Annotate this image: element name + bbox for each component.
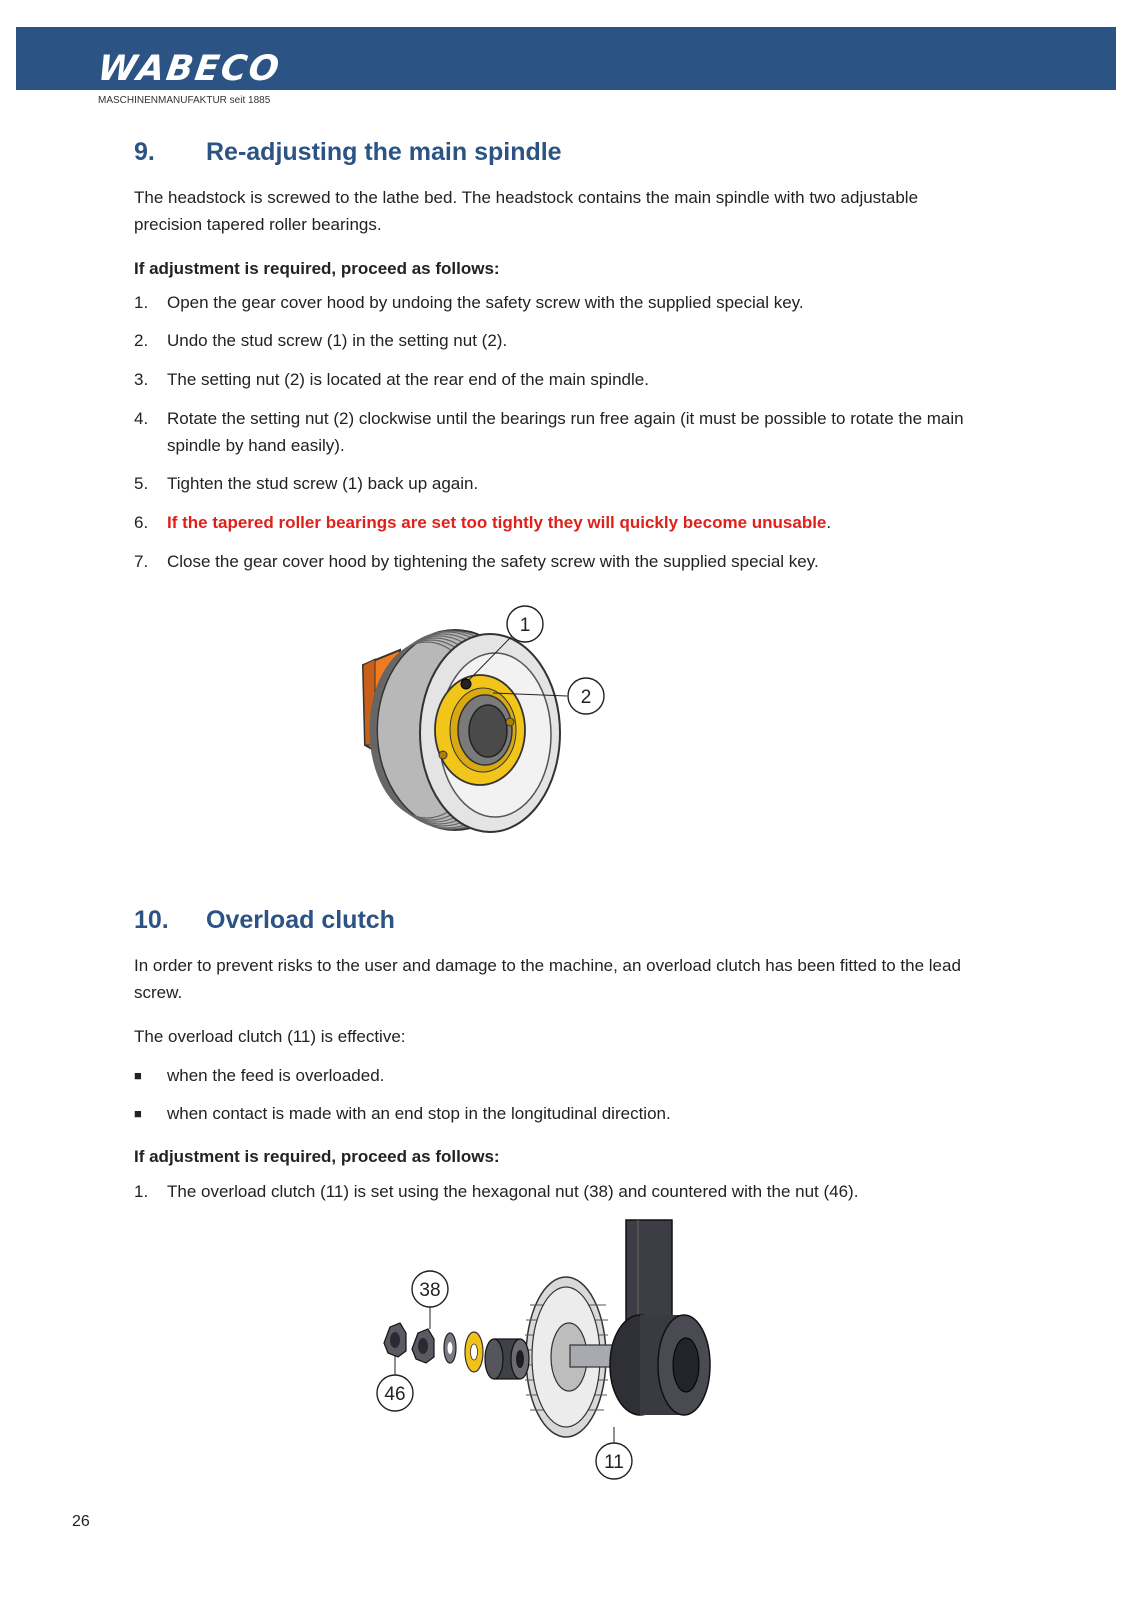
step-item: 3. The setting nut (2) is located at the rear end of the main spindle. [134,370,649,389]
bullet-icon: ■ [134,1106,142,1121]
step-item: 7. Close the gear cover hood by tightening the safety screw with the supplied special key. [134,552,819,571]
callout-label: 46 [384,1384,406,1405]
step-item: 5. Tighten the stud screw (1) back up again. [134,474,479,493]
section-9-subhead: If adjustment is required, proceed as follows: [134,259,500,278]
section-number: 9. [134,138,155,166]
page-number: 26 [72,1513,90,1530]
step-item: 4. Rotate the setting nut (2) clockwise until the bearings run free again (it must be possible to rotate the main spindle by hand easily). [134,409,964,455]
spindle-pulley-figure [355,595,625,850]
warning-text: If the tapered roller bearings are set too tightly they will quickly become unusable [167,513,827,532]
logo-tagline: MASCHINENMANUFAKTUR seit 1885 [98,95,271,106]
section-9-intro: The headstock is screwed to the lathe bed. The headstock contains the main spindle with two adjustable precision tapered roller bearings. [134,188,919,234]
callout-label: 38 [419,1280,441,1301]
section-title: Re-adjusting the main spindle [206,138,562,166]
step-item: 2. Undo the stud screw (1) in the setting nut (2). [134,331,508,350]
section-10-intro: In order to prevent risks to the user and damage to the machine, an overload clutch has been fitted to the lead screw. [134,956,961,1002]
section-10-heading [134,906,395,935]
bullet-item: ■ when contact is made with an end stop in the longitudinal direction. [134,1100,671,1127]
warning-step-item: 6. If the tapered roller bearings are set too tightly they will quickly become unusable. [134,513,832,532]
callout-label: 11 [604,1452,624,1473]
overload-clutch-figure [370,1215,720,1490]
callout-label: 2 [580,687,592,708]
section-9-heading [134,138,562,167]
step-item: 1. The overload clutch (11) is set using the hexagonal nut (38) and countered with the nut (46). [134,1182,859,1201]
wabeco-logo: WABECO [95,49,284,89]
step-item: 1. Open the gear cover hood by undoing the safety screw with the supplied special key. [134,293,804,312]
section-title: Overload clutch [206,906,395,934]
section-10-subhead: If adjustment is required, proceed as follows: [134,1147,500,1166]
bullet-icon: ■ [134,1068,142,1083]
callout-label: 1 [519,615,531,636]
section-number: 10. [134,906,169,934]
bullet-item: ■ when the feed is overloaded. [134,1062,384,1089]
effective-text: The overload clutch (11) is effective: [134,1027,406,1046]
